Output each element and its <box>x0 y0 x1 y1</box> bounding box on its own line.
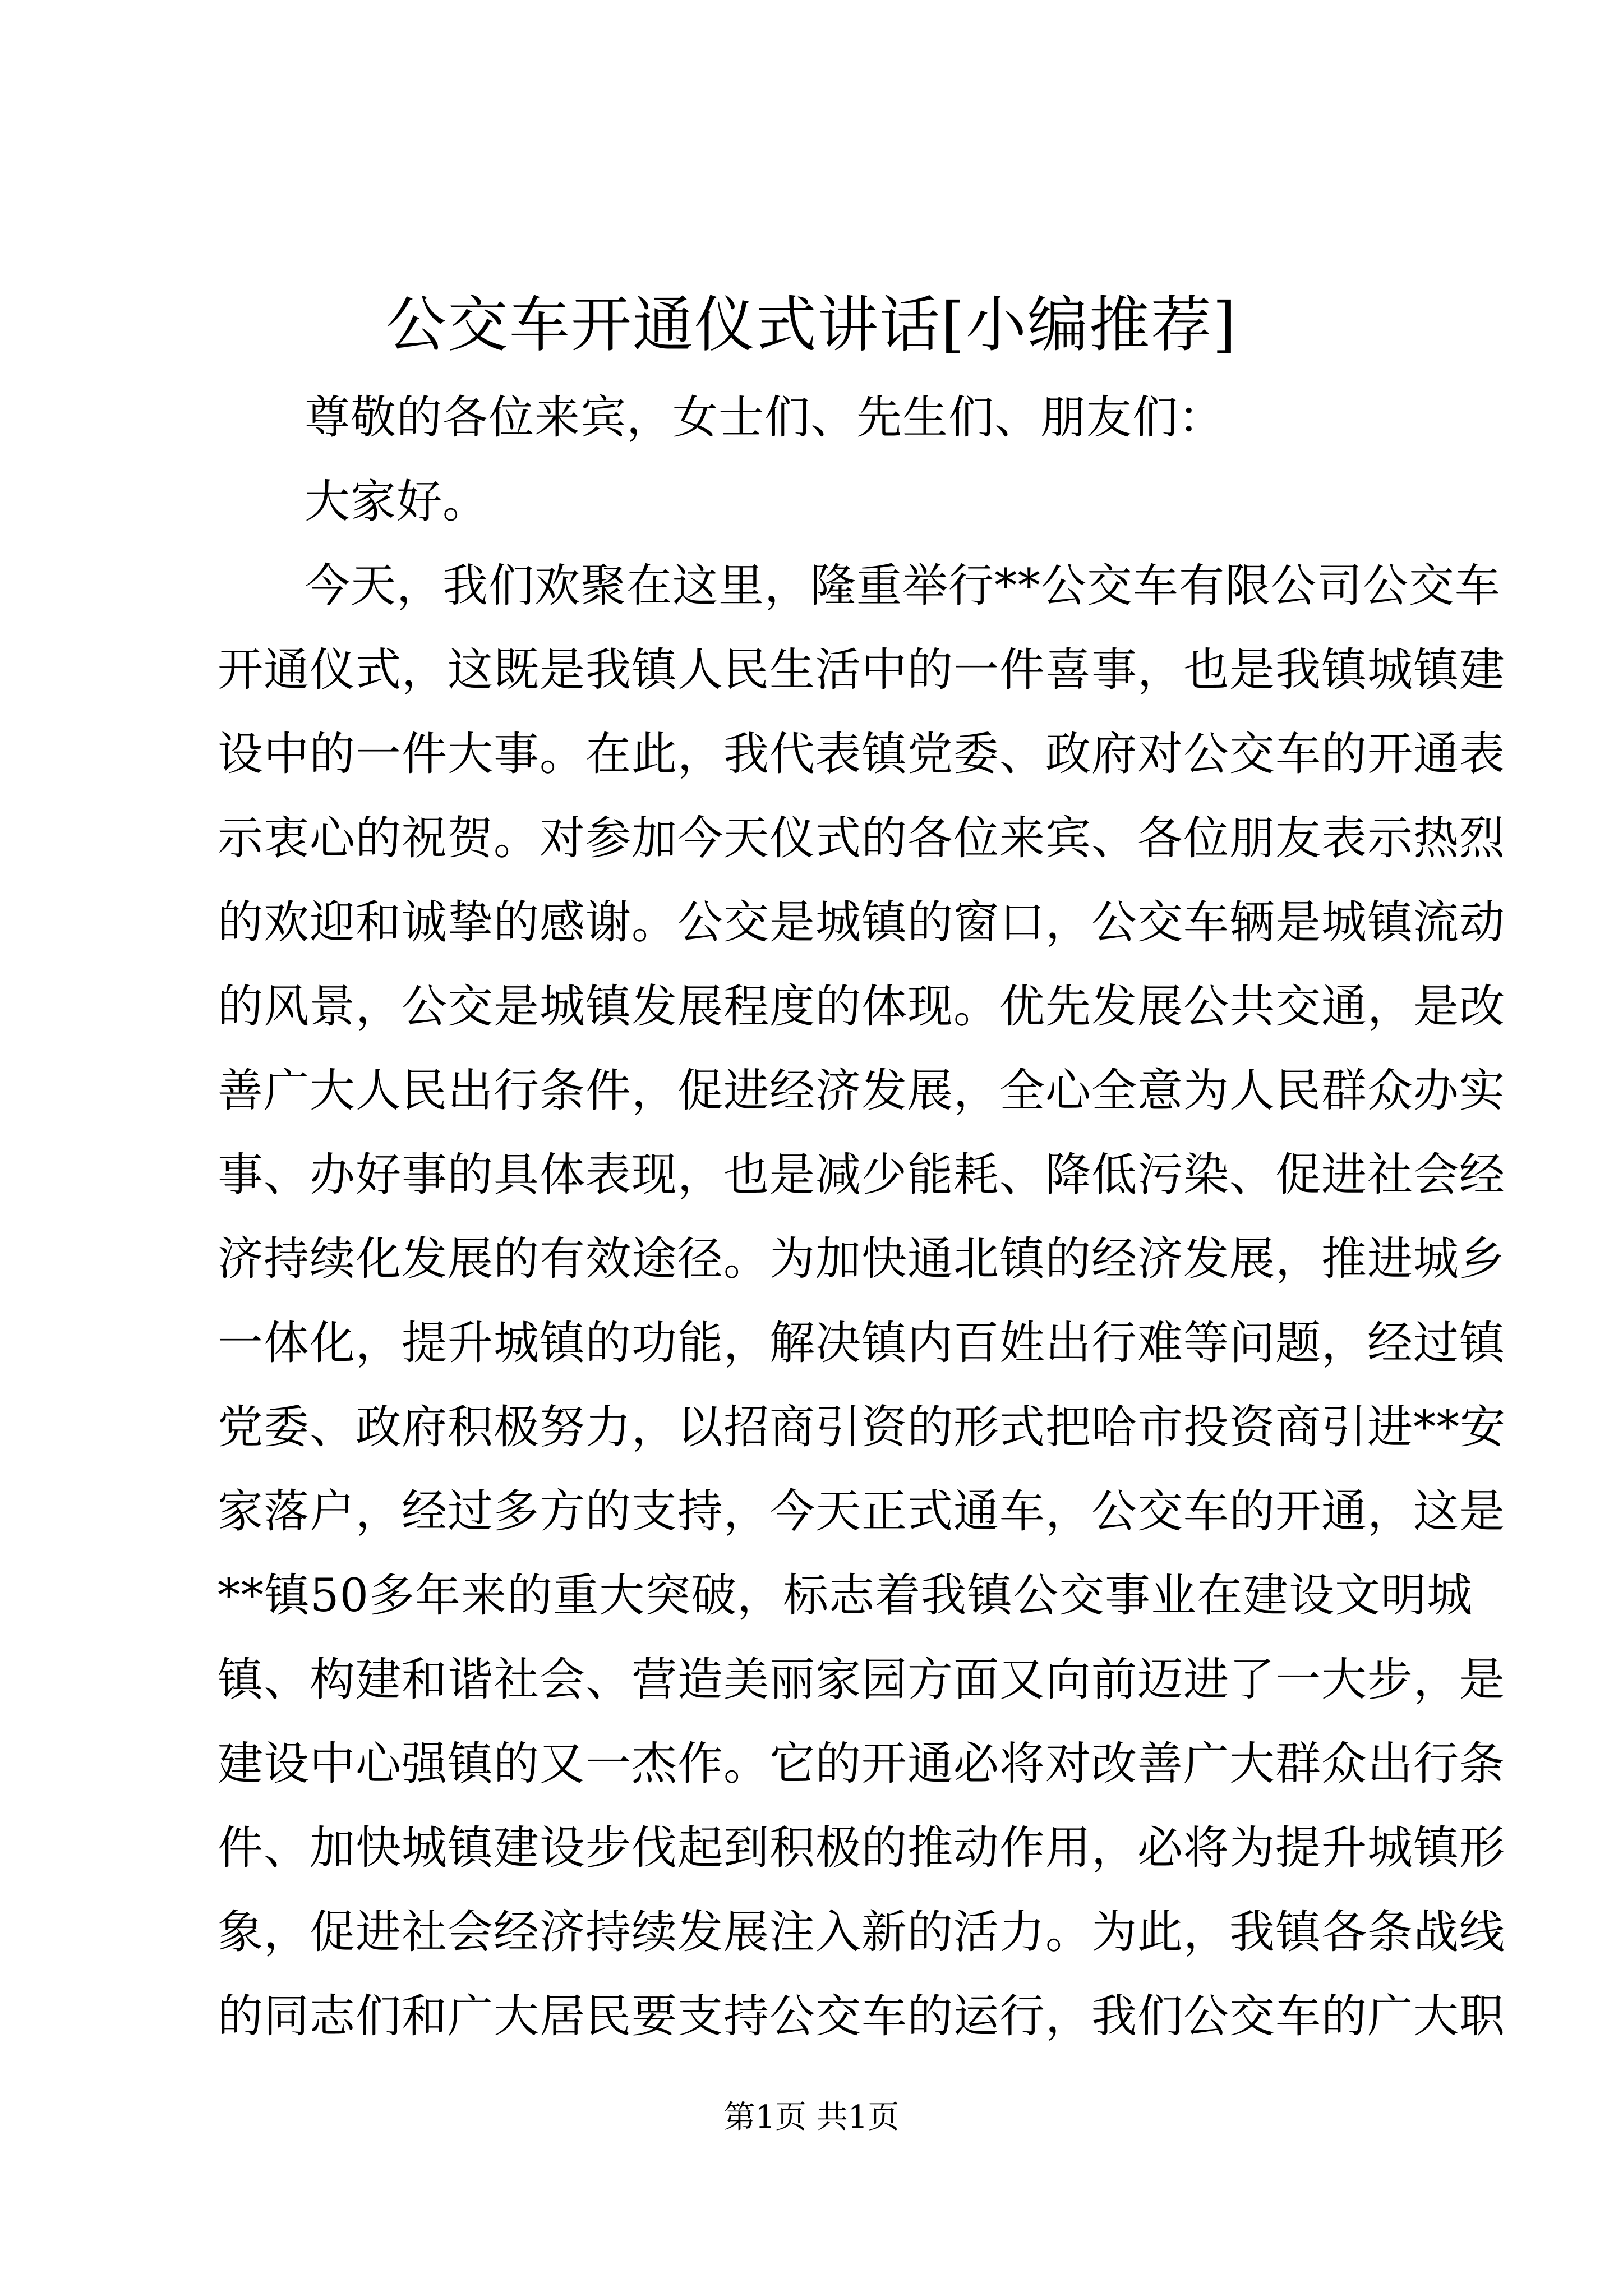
body-line: 家落户，经过多方的支持，今天正式通车，公交车的开通，这是 <box>218 1485 1506 1538</box>
body-line: 示衷心的祝贺。对参加今天仪式的各位来宾、各位朋友表示热烈 <box>218 812 1506 865</box>
body-line: 今天，我们欢聚在这里，隆重举行**公交车有限公司公交车 <box>305 560 1501 613</box>
body-line: 开通仪式，这既是我镇人民生活中的一件喜事，也是我镇城镇建 <box>218 644 1506 697</box>
salutation-line: 尊敬的各位来宾，女士们、先生们、朋友们： <box>305 392 1225 444</box>
document-title: 公交车开通仪式讲话[小编推荐] <box>385 290 1238 360</box>
greeting-line: 大家好。 <box>305 476 489 528</box>
body-line: 党委、政府积极努力，以招商引资的形式把哈市投资商引进**安 <box>218 1401 1506 1454</box>
body-line: 件、加快城镇建设步伐起到积极的推动作用，必将为提升城镇形 <box>218 1822 1506 1875</box>
body-line: 象，促进社会经济持续发展注入新的活力。为此，我镇各条战线 <box>218 1906 1506 1959</box>
body-line: 事、办好事的具体表现，也是减少能耗、降低污染、促进社会经 <box>218 1149 1506 1202</box>
body-line: **镇50多年来的重大突破，标志着我镇公交事业在建设文明城 <box>218 1570 1473 1622</box>
body-line: 善广大人民出行条件，促进经济发展，全心全意为人民群众办实 <box>218 1065 1506 1117</box>
body-line: 济持续化发展的有效途径。为加快通北镇的经济发展，推进城乡 <box>218 1233 1506 1286</box>
body-line: 建设中心强镇的又一杰作。它的开通必将对改善广大群众出行条 <box>218 1738 1506 1791</box>
body-line: 的同志们和广大居民要支持公交车的运行，我们公交车的广大职 <box>218 1990 1506 2043</box>
body-line: 镇、构建和谐社会、营造美丽家园方面又向前迈进了一大步，是 <box>218 1654 1506 1706</box>
body-line: 的风景，公交是城镇发展程度的体现。优先发展公共交通，是改 <box>218 981 1506 1033</box>
body-line: 设中的一件大事。在此，我代表镇党委、政府对公交车的开通表 <box>218 728 1506 781</box>
body-line: 一体化，提升城镇的功能，解决镇内百姓出行难等问题，经过镇 <box>218 1317 1506 1370</box>
page-footer: 第1页 共1页 <box>723 2099 900 2136</box>
body-line: 的欢迎和诚挚的感谢。公交是城镇的窗口，公交车辆是城镇流动 <box>218 896 1506 949</box>
